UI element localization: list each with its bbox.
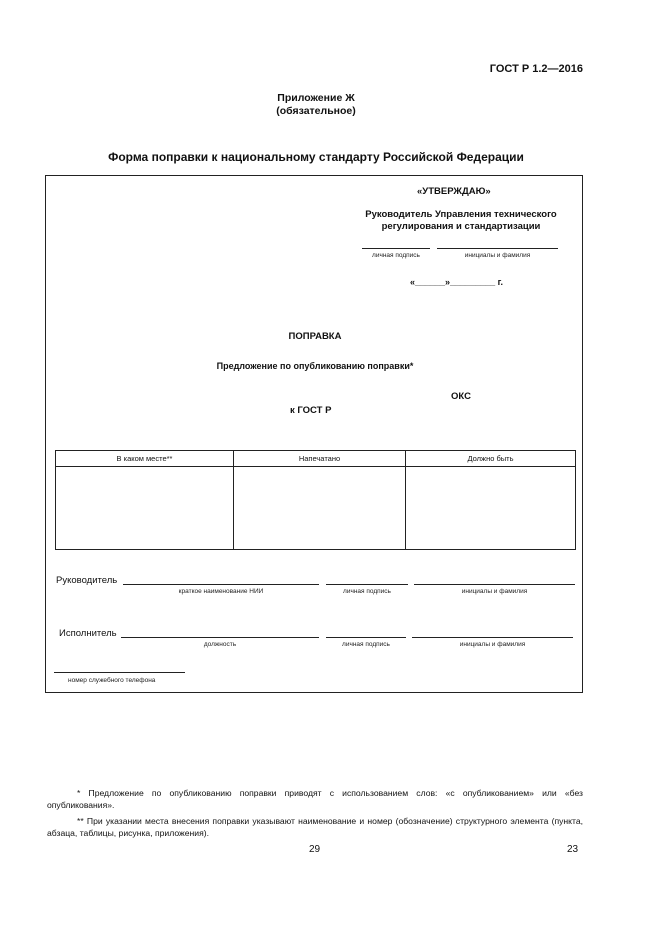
footnote-2-text: ** При указании места внесения поправки указывают наименование и номер (обозначение) структурного элемента (пункта, абзаца, таблицы, рисунка, приложения). [47, 816, 583, 838]
approver-name-caption: инициалы и фамилия [464, 252, 531, 259]
head-institute-line [123, 584, 319, 585]
approver-position-line1: Руководитель Управления технического [365, 209, 557, 220]
standard-label: к ГОСТ Р [290, 405, 332, 416]
appendix-title: Приложение Ж [277, 92, 355, 104]
executor-signature-caption: личная подпись [342, 641, 390, 648]
amendment-form-frame [45, 175, 583, 693]
head-name-caption: инициалы и фамилия [461, 588, 528, 595]
oks-label: ОКС [451, 391, 471, 402]
page-number-outer: 23 [567, 844, 579, 855]
approver-name-line [437, 248, 558, 249]
head-institute-caption: краткое наименование НИИ [178, 588, 264, 595]
amendment-title: ПОПРАВКА [288, 331, 342, 342]
amendment-subtitle: Предложение по опубликованию поправки* [216, 361, 414, 371]
column-header-printed: Напечатано [234, 451, 406, 467]
executor-label: Исполнитель [59, 628, 117, 639]
head-label: Руководитель [56, 575, 118, 586]
column-header-should-be: Должно быть [406, 451, 576, 467]
table-row [56, 467, 576, 550]
document-code: ГОСТ Р 1.2—2016 [489, 63, 583, 75]
amendment-table [55, 450, 576, 550]
executor-signature-line [326, 637, 406, 638]
footnote-2 [47, 815, 583, 839]
executor-position-line [121, 637, 319, 638]
phone-line [54, 672, 185, 673]
approval-date-field: «______»_________ г. [410, 277, 503, 287]
appendix-status: (обязательное) [276, 105, 356, 117]
column-header-location: В каком месте** [56, 451, 234, 467]
phone-caption: номер служебного телефона [68, 677, 156, 684]
approve-label: «УТВЕРЖДАЮ» [417, 186, 491, 197]
table-cell-location[interactable] [56, 467, 234, 550]
head-signature-line [326, 584, 408, 585]
executor-name-caption: инициалы и фамилия [459, 641, 526, 648]
approver-signature-line [362, 248, 430, 249]
approver-signature-caption: личная подпись [372, 252, 420, 259]
executor-name-line [412, 637, 573, 638]
footnote-1-text: * Предложение по опубликованию поправки приводят с использованием слов: «с опубликованием» или «без опубликования». [47, 788, 583, 810]
approver-position [346, 209, 576, 233]
executor-position-caption: должность [203, 641, 237, 648]
page-number-inner: 29 [309, 844, 321, 855]
table-cell-printed[interactable] [234, 467, 406, 550]
head-name-line [414, 584, 575, 585]
table-header-row [56, 451, 576, 467]
table-cell-should-be[interactable] [406, 467, 576, 550]
head-signature-caption: личная подпись [343, 588, 391, 595]
approver-position-line2: регулирования и стандартизации [381, 221, 541, 232]
footnote-1 [47, 787, 583, 811]
form-title: Форма поправки к национальному стандарту Российской Федерации [108, 150, 524, 164]
appendix-heading [0, 92, 632, 118]
